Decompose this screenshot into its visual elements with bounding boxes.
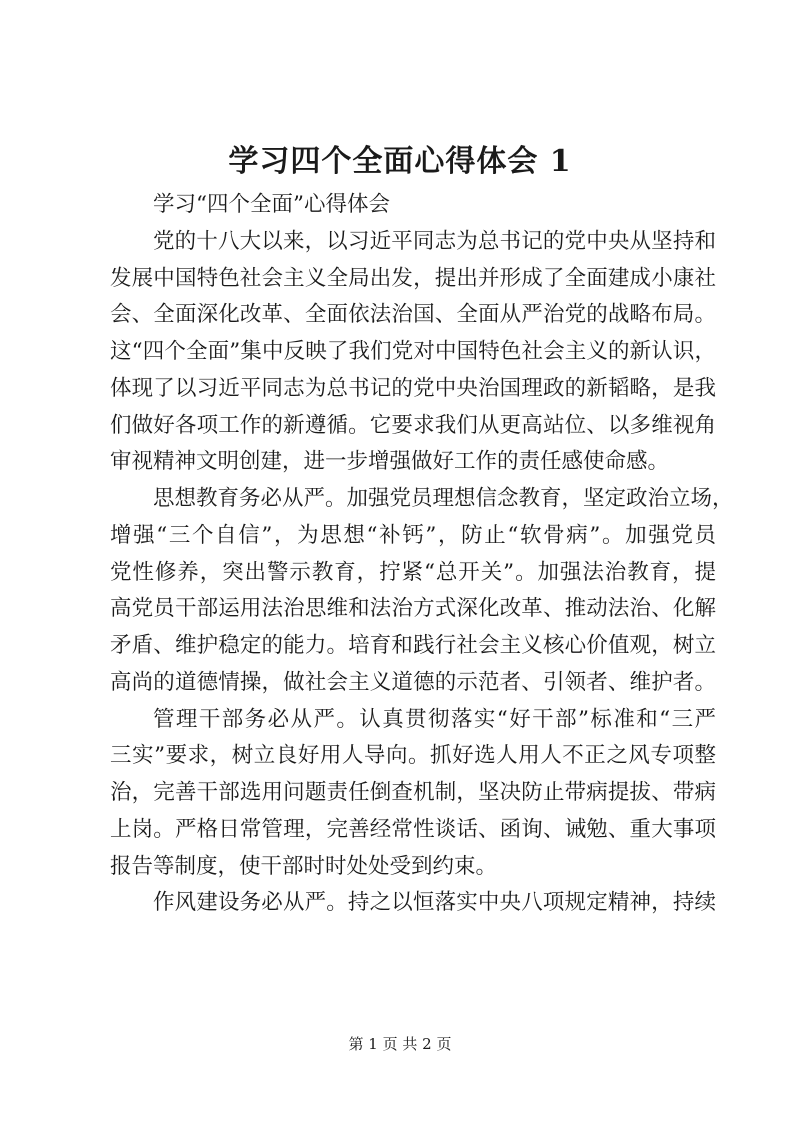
text-line: 高党员干部运用法治思维和法治方式深化改革、推动法治、化解 [110,596,716,622]
text-line: 发展中国特色社会主义全局出发，提出并形成了全面建成小康社 [110,265,716,291]
document-title: 学习四个全面心得体会 1 [228,144,572,179]
text-line: 党的十八大以来，以习近平同志为总书记的党中央从坚持和 [153,228,716,254]
text-line: 治，完善干部选用问题责任倒查机制，坚决防止带病提拔、带病 [110,780,716,805]
document-body [110,187,734,922]
page-footer: 第 1 页 共 2 页 [348,1035,452,1053]
text-line: 报告等制度，使干部时时处处受到约束。 [110,853,498,879]
text-line: 审视精神文明创建，进一步增强做好工作的责任感使命感。 [110,449,670,475]
text-line: 增强“三个自信”，为思想“补钙”，防止“软骨病”。加强党员 [110,522,716,548]
text-line: 矛盾、维护稳定的能力。培育和践行社会主义核心价值观，树立 [110,633,716,658]
text-line: 这“四个全面”集中反映了我们党对中国特色社会主义的新认识， [110,339,716,364]
text-line: 管理干部务必从严。认真贯彻落实“好干部”标准和“三严 [153,706,716,732]
text-line: 会、全面深化改革、全面依法治国、全面从严治党的战略布局。 [110,302,716,328]
text-line: 作风建设务必从严。持之以恒落实中央八项规定精神，持续 [153,890,716,916]
text-line: 三实”要求，树立良好用人导向。抓好选人用人不正之风专项整 [110,743,716,769]
text-line: 上岗。严格日常管理，完善经常性谈话、函询、诫勉、重大事项 [110,816,716,842]
text-line: 学习“四个全面”心得体会 [153,192,390,217]
text-line: 党性修养，突出警示教育，拧紧“总开关”。加强法治教育，提 [110,559,716,585]
text-line: 思想教育务必从严。加强党员理想信念教育，坚定政治立场， [153,486,734,511]
text-line: 们做好各项工作的新遵循。它要求我们从更高站位、以多维视角 [110,412,716,438]
text-line: 体现了以习近平同志为总书记的党中央治国理政的新韬略，是我 [110,375,716,401]
text-line: 高尚的道德情操，做社会主义道德的示范者、引领者、维护者。 [110,669,716,695]
